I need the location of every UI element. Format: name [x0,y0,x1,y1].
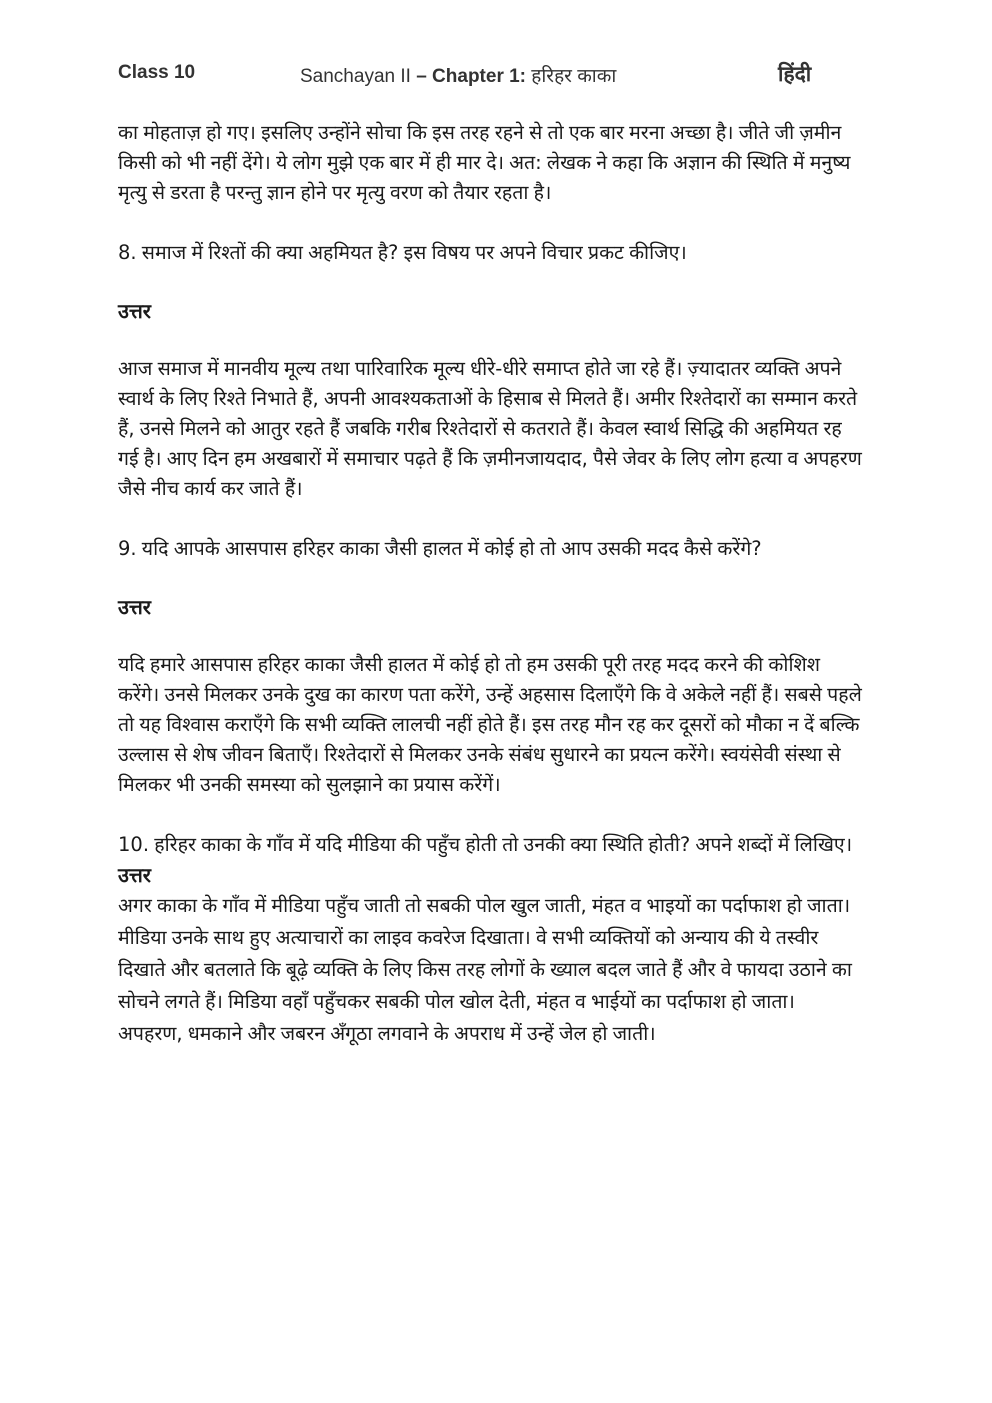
chapter-heading [300,62,616,88]
answer-heading-8: उत्तर [118,299,151,323]
chapter-title: हरिहर काका [531,66,617,87]
class-label: Class 10 [118,62,196,83]
book-title: Sanchayan II [300,66,411,87]
subject-label: हिंदी [778,63,812,86]
question-10: 10. हरिहर काका के गाँव में यदि मीडिया की पहुँच होती तो उनकी क्या स्थिति होती? अपने शब्दों में लिखिए। [118,833,853,856]
page-content [118,118,863,1050]
chapter-prefix: Chapter 1: [432,66,527,87]
title-separator: – [410,66,433,87]
answer-8: आज समाज में मानवीय मूल्य तथा पारिवारिक मूल्य धीरे-धीरे समाप्त होते जा रहे हैं। ज़्यादातर व्यक्ति अपने स्वार्थ के लिए रिश्ते निभाते हैं, अपनी आवश्यकताओं के हिसाब से मिलते हैं। अमीर रिश्तेदारों का सम्मान करते हैं, उनसे मिलने को आतुर रहते हैं जबकि गरीब रिश्तेदारों से कतराते हैं। केवल स्वार्थ सिद्धि की अहमियत रह गई है। आए दिन हम अखबारों में समाचार पढ़ते हैं कि ज़मीनजायदाद, पैसे जेवर के लिए लोग हत्या व अपहरण जैसे नीच कार्य कर जाते हैं। [118,357,862,500]
page-header [118,62,858,92]
answer-9: यदि हमारे आसपास हरिहर काका जैसी हालत में कोई हो तो हम उसकी पूरी तरह मदद करने की कोशिश करेंगे। उनसे मिलकर उनके दुख का कारण पता करेंगे, उन्हें अहसास दिलाएँगे कि वे अकेले नहीं हैं। सबसे पहले तो यह विश्वास कराएँगे कि सभी व्यक्ति लालची नहीं होते हैं। इस तरह मौन रह कर दूसरों को मौका न दें बल्कि उल्लास से शेष जीवन बिताएँ। रिश्तेदारों से मिलकर उनके संबंध सुधारने का प्रयत्न करेंगे। स्वयंसेवी संस्था से मिलकर भी उनकी समस्या को सुलझाने का प्रयास करेंगें। [118,653,862,796]
question-9: 9. यदि आपके आसपास हरिहर काका जैसी हालत में कोई हो तो आप उसकी मदद कैसे करेंगे? [118,537,762,560]
answer-10: अगर काका के गाँव में मीडिया पहुँच जाती तो सबकी पोल खुल जाती, मंहत व भाइयों का पर्दाफाश हो जाता। मीडिया उनके साथ हुए अत्याचारों का लाइव कवरेज दिखाता। वे सभी व्यक्तियों को अन्याय की ये तस्वीर दिखाते और बतलाते कि बूढ़े व्यक्ति के लिए किस तरह लोगों के ख्याल बदल जाते हैं और वे फायदा उठाने का सोचने लगते हैं। मिडिया वहाँ पहुँचकर सबकी पोल खोल देती, मंहत व भाईयों का पर्दाफाश हो जाता। अपहरण, धमकाने और जबरन अँगूठा लगवाने के अपराध में उन्हें जेल हो जाती। [118,894,852,1045]
answer-heading-9: उत्तर [118,595,151,619]
question-8: 8. समाज में रिश्तों की क्या अहमियत है? इस विषय पर अपने विचार प्रकट कीजिए। [118,241,687,264]
continuation-paragraph: का मोहताज़ हो गए। इसलिए उन्होंने सोचा कि इस तरह रहने से तो एक बार मरना अच्छा है। जीते जी ज़मीन किसी को भी नहीं देंगे। ये लोग मुझे एक बार में ही मार दे। अत: लेखक ने कहा कि अज्ञान की स्थिति में मनुष्य मृत्यु से डरता है परन्तु ज्ञान होने पर मृत्यु वरण को तैयार रहता है। [118,121,851,204]
answer-heading-10: उत्तर [118,863,151,887]
